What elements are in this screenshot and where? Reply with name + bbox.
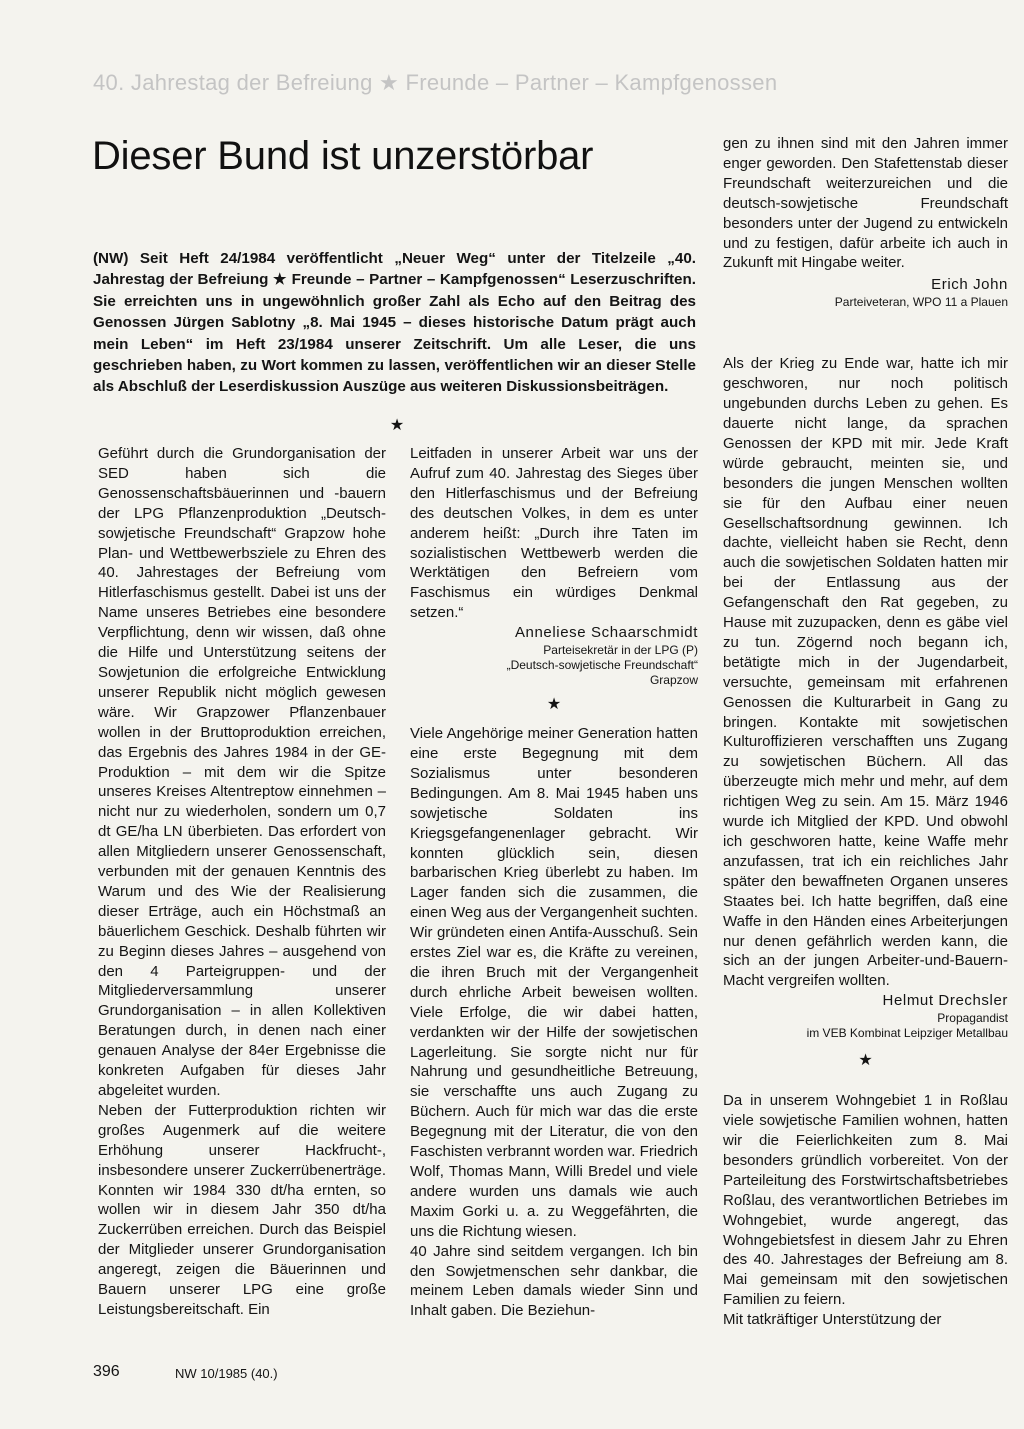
column-3: [723, 134, 1008, 1330]
col3-paragraph-1: gen zu ihnen sind mit den Jahren immer enger geworden. Den Stafettenstab dieser Freundschaft weiterzureichen und die deutsch-sowjetische Freundschaft besonders unter der Jugend zu entwickeln und zu festigen, dafür arbeite ich auch in Zukunft mit Hingabe weiter.: [723, 135, 1008, 272]
column-2: [410, 444, 698, 1321]
role-drechsler-line-1: Propagandist: [937, 1011, 1008, 1026]
column-1: [98, 444, 386, 1320]
signer-john: Erich John: [931, 276, 1008, 294]
col3-paragraph-4: Mit tatkräftiger Unterstützung der: [723, 1311, 942, 1329]
issue-reference: NW 10/1985 (40.): [175, 1366, 278, 1381]
headline: Dieser Bund ist unzerstörbar: [92, 134, 594, 178]
col2-separator-star: ★: [546, 696, 562, 714]
intro-separator-star: ★: [389, 417, 405, 434]
page-number: 396: [93, 1363, 120, 1380]
col2-paragraph-3: 40 Jahre sind seitdem vergangen. Ich bin den Sowjetmenschen sehr dankbar, die meinem Leben damals wieder Sinn und Inhalt gaben. Die Beziehun-: [410, 1242, 698, 1320]
signer-schaarschmidt: Anneliese Schaarschmidt: [514, 624, 698, 642]
col3-paragraph-3: Da in unserem Wohngebiet 1 in Roßlau viele sowjetische Familien wohnen, hatten wir die Feierlichkeiten zum 8. Mai besonders gründlich vorbereitet. Von der Parteileitung des Forstwirtschaftsbetriebes Roßlau, des verantwortlichen Betriebes im Wohngebiet, wurde angeregt, das Wohngebietsfest in diesem Jahr zu Ehren des 40. Jahrestages der Befreiung am 8. Mai gemeinsam mit den sowjetischen Familien zu feiern.: [723, 1092, 1008, 1309]
col3-paragraph-2: Als der Krieg zu Ende war, hatte ich mir geschworen, nur noch politisch ungebunden durchs Leben zu gehen. Es dauerte nicht lange, da sprachen Genossen der KPD mit mir. Jede Kraft würde gebraucht, meinten sie, und besonders die jungen Menschen wollten sie für den Aufbau einer neuen Gesellschaftsordnung gewinnen. Ich dachte, vielleicht haben sie Recht, denn auch die sowjetischen Soldaten hatten mir bei der Entlassung aus der Gefangenschaft den Rat gegeben, zu Hause mit zuzupacken, denn es gäbe viel zu tun. Zögernd noch begann ich, betätigte mich in der Jugendarbeit, versuchte, gemeinsam mit erfahrenen Genossen die Kulturarbeit in Gang zu bringen. Kontakte mit sowjetischen Kulturoffizieren verschafften uns Zugang zu sowjetischen Büchern. All das überzeugte mich mehr und mehr, auf dem richtigen Weg zu sein. Am 15. März 1946 wurde ich Mitglied der KPD. Und obwohl ich geschworen hatte, keine Waffe mehr anzufassen, trat ich ein reichliches Jahr später den bewaffneten Organen unseres Staates bei. Ich hatte begriffen, daß eine Waffe in den Händen eines Arbeiterjungen nur denen gefährlich werden kann, die sich an der jungen Arbeiter-und-Bauern-Macht vergreifen wollten.: [723, 355, 1008, 990]
col2-paragraph-2: Viele Angehörige meiner Generation hatten eine erste Begegnung mit dem Sozialismus unter besonderen Bedingungen. Am 8. Mai 1945 haben uns sowjetische Soldaten ins Kriegsgefangenenlager gebracht. Wir konnten glücklich sein, diesen barbarischen Krieg überlebt zu haben. Im Lager fanden sich die zusammen, die einen Weg aus der Vergangenheit suchten. Wir gründeten einen Antifa-Ausschuß. Sein erstes Ziel war es, die Kräfte zu vereinen, die ihren Bruch mit der Vergangenheit durch ehrliche Arbeit beweisen wollten. Viele Erfolge, die wir dabei hatten, verdankten wir der Hilfe der sowjetischen Lagerleitung. Sie sorgte nicht nur für Nahrung und gesundheitliche Betreuung, sie verschaffte uns auch Zugang zu Büchern. Auch für mich war das die erste Begegnung mit der Literatur, die von den Faschisten verbrannt worden war. Friedrich Wolf, Thomas Mann, Willi Bredel und viele andere wurden uns damals wie auch Maxim Gorki u. a. zu Weggefährten, die uns die Richtung wiesen.: [410, 725, 698, 1240]
role-schaarschmidt-line-2: „Deutsch-sowjetische Freundschaft“: [506, 658, 698, 673]
role-john: Parteiveteran, WPO 11 a Plauen: [834, 295, 1008, 310]
intro-paragraph: (NW) Seit Heft 24/1984 veröffentlicht „Neuer Weg“ unter der Titelzeile „40. Jahrestag der Befreiung ★ Freunde – Partner – Kampfgenossen“ Leserzuschriften. Sie erreichten uns in ungewöhnlich großer Zahl als Echo auf den Beitrag des Genossen Jürgen Sablotny „8. Mai 1945 – dieses historische Datum prägt auch mein Leben“ im Heft 23/1984 unserer Zeitschrift. Um alle Leser, die uns geschrieben haben, zu Wort kommen zu lassen, veröffentlichen wir an dieser Stelle als Abschluß der Leserdiskussion Auszüge aus weiteren Diskussionsbeiträgen.: [93, 250, 696, 396]
col2-paragraph-1: Leitfaden in unserer Arbeit war uns der Aufruf zum 40. Jahrestag des Sieges über den Hitlerfaschismus und der Befreiung des deutschen Volkes, in dem es unter anderem heißt: „Durch ihre Taten im sozialistischen Wettbewerb werden die Werktätigen den Befreiern vom Faschismus ein würdiges Denkmal setzen.“: [410, 445, 698, 622]
signer-drechsler: Helmut Drechsler: [882, 992, 1008, 1010]
col3-separator-star: ★: [858, 1052, 873, 1070]
col1-paragraph-2: Neben der Futterproduktion richten wir großes Augenmerk auf die weitere Erhöhung unserer Hackfrucht-, insbesondere unserer Zuckerrübenerträge. Konnten wir 1984 330 dt/ha ernten, so wollen wir in diesem Jahr 350 dt/ha Zuckerrüben erreichen. Durch das Beispiel der Mitglieder unserer Grundorganisation angeregt, zeigen die Bäuerinnen und Bauern unserer LPG eine große Leistungsbereitschaft. Ein: [98, 1101, 386, 1318]
col1-paragraph-1: Geführt durch die Grundorganisation der SED haben sich die Genossenschaftsbäuerinnen und -bauern der LPG Pflanzenproduktion „Deutsch-sowjetische Freundschaft“ Grapzow hohe Plan- und Wettbewerbsziele zu Ehren des 40. Jahrestages der Befreiung vom Hitlerfaschismus gestellt. Dabei ist uns der Name unseres Betriebes eine besondere Verpflichtung, denn wir wissen, daß ohne die Hilfe und Unterstützung seitens der Sowjetunion die erfolgreiche Entwicklung unserer Republik nicht möglich gewesen wäre. Wir Grapzower Pflanzenbauer wollen in der Bruttoproduktion erreichen, das Ergebnis des Jahres 1984 in der GE-Produktion – mit dem wir die Spitze unseres Kreises Altentreptow einnehmen – nicht nur zu wiederholen, sondern um 0,7 dt GE/ha LN überbieten. Das erfordert von allen Mitgliedern unserer Genossenschaft, verbunden mit der genauen Kenntnis des Warum und des Wie der Realisierung dieser Erträge, auch ein Höchstmaß an bäuerlichem Geschick. Deshalb führten wir zu Beginn dieses Jahres – ausgehend von den 4 Parteigruppen- und der Mitgliederversammlung unserer Grundorganisation – in allen Kollektiven Beratungen durch, in denen nach einer genauen Analyse der 84er Ergebnisse die konkreten Aufgaben für dieses Jahr abgeleitet wurden.: [98, 445, 386, 1099]
role-drechsler-line-2: im VEB Kombinat Leipziger Metallbau: [806, 1026, 1008, 1041]
series-line: 40. Jahrestag der Befreiung ★ Freunde – Partner – Kampfgenossen: [93, 70, 778, 95]
role-schaarschmidt-line-1: Parteisekretär in der LPG (P): [543, 643, 698, 658]
role-schaarschmidt-line-3: Grapzow: [649, 673, 698, 688]
